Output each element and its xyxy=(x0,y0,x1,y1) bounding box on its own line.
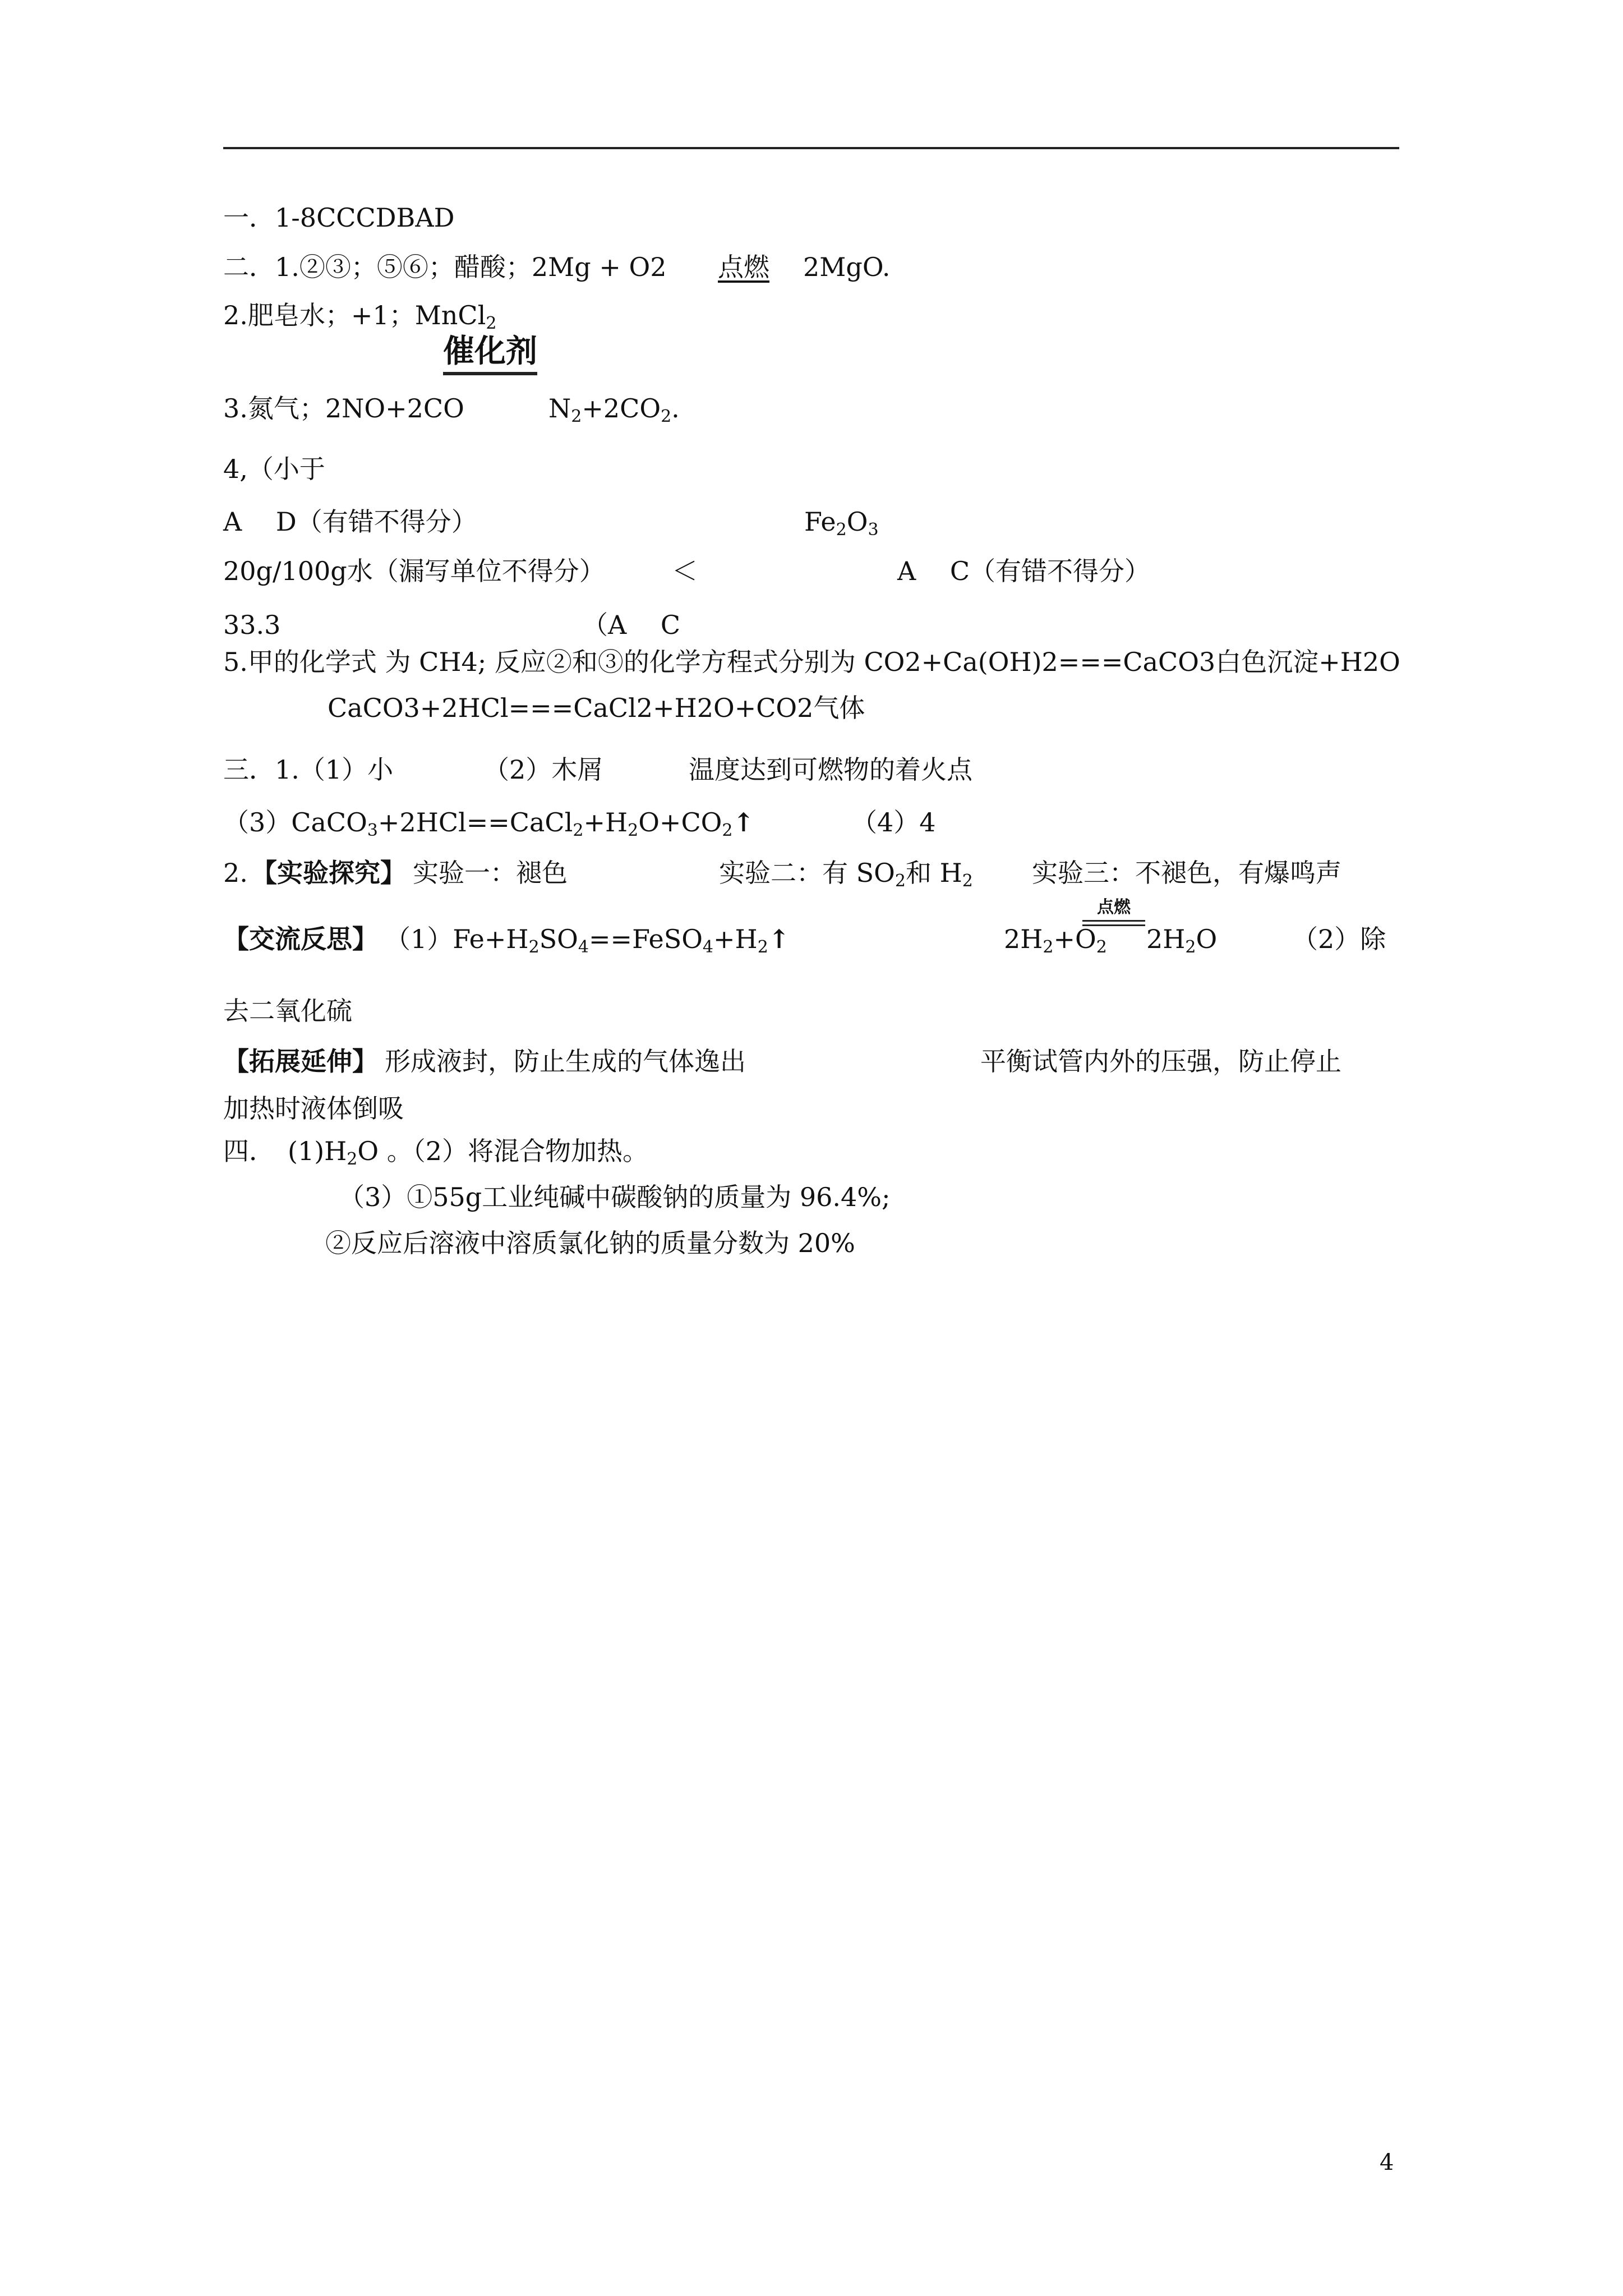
text: O xyxy=(846,507,868,537)
text: ==FeSO xyxy=(588,924,703,954)
section-heading: 【拓展延伸】 xyxy=(223,1046,378,1076)
text: 2H xyxy=(1146,924,1186,954)
answer-line-2-3 xyxy=(223,392,1401,425)
header-rule xyxy=(223,147,1399,149)
text: O+CO xyxy=(638,807,722,838)
answer-line-4-2: （3）①55g工业纯碱中碳酸钠的质量为 96.4%; xyxy=(339,1182,891,1212)
subscript: 2 xyxy=(962,871,973,891)
reaction-condition: 点燃 xyxy=(1097,898,1131,917)
text: 20g/100g水（漏写单位不得分） xyxy=(223,556,605,586)
text: +2HCl==CaCl xyxy=(377,807,573,838)
text: 实验二：有 SO xyxy=(719,858,895,888)
subscript: 2 xyxy=(628,821,639,840)
text: 温度达到可燃物的着火点 xyxy=(689,754,972,785)
text: 形成液封，防止生成的气体逸出 xyxy=(385,1046,746,1076)
answer-line-2-4a xyxy=(223,505,1401,539)
catalyst-label: 催化剂 xyxy=(443,334,537,375)
text: SO xyxy=(539,924,578,954)
text: ＜ xyxy=(672,556,698,586)
answer-line-2-5: 5.甲的化学式 为 CH4; 反应②和③的化学方程式分别为 CO2+Ca(OH)2===CaCO3白色沉淀+H2O xyxy=(223,647,1400,677)
subscript: 3 xyxy=(868,520,879,540)
answer-line-3-1b xyxy=(223,806,1401,839)
text: 二．1.②③；⑤⑥；醋酸；2Mg + O2 xyxy=(223,252,667,282)
page-number: 4 xyxy=(1380,2150,1394,2175)
answer-line-3-2b xyxy=(223,922,1401,956)
up-arrow-icon: ↑ xyxy=(768,924,790,954)
equation-bar xyxy=(1082,920,1145,922)
answer-line-mc: 一．1-8CCCDBAD xyxy=(223,203,455,233)
subscript: 2 xyxy=(347,1149,358,1169)
text: O 。（2）将混合物加热。 xyxy=(357,1136,648,1166)
section-heading: 【交流反思】 xyxy=(223,924,378,954)
answer-line-4-3: ②反应后溶液中溶质氯化钠的质量分数为 20% xyxy=(325,1228,855,1258)
text: 平衡试管内外的压强，防止停止 xyxy=(980,1046,1341,1076)
text: +H xyxy=(583,807,628,838)
text: . xyxy=(671,393,680,424)
answer-line-2-4b xyxy=(223,554,1401,588)
answer-line-2-2 xyxy=(223,298,496,332)
text: （A C xyxy=(582,610,681,640)
text: 2. xyxy=(223,858,248,888)
equation-bar xyxy=(1082,924,1145,926)
subscript: 2 xyxy=(1043,937,1054,957)
text: A D（有错不得分） xyxy=(223,507,477,537)
subscript: 2 xyxy=(571,407,582,426)
text: 实验三：不褪色，有爆鸣声 xyxy=(1032,858,1341,888)
subscript: 2 xyxy=(1185,937,1196,957)
text: （2）除 xyxy=(1292,924,1386,954)
formula xyxy=(804,505,879,539)
formula xyxy=(1146,922,1217,956)
text: 2MgO. xyxy=(803,252,891,282)
text: 2H xyxy=(1004,924,1043,954)
text: +2CO xyxy=(582,393,661,424)
text: （2）木屑 xyxy=(483,754,603,785)
answer-line-3-1 xyxy=(223,753,1401,786)
text: 2.肥皂水；+1；MnCl xyxy=(223,300,486,330)
text: 和 H xyxy=(905,858,962,888)
subscript: 2 xyxy=(722,821,733,840)
text: 实验一：褪色 xyxy=(413,858,568,888)
text: Fe xyxy=(804,507,836,537)
subscript: 2 xyxy=(528,937,540,957)
reaction-condition: 点燃 xyxy=(718,252,769,282)
formula xyxy=(385,922,790,956)
answer-line-2-4c xyxy=(223,608,1401,642)
text: 33.3 xyxy=(223,610,281,640)
text: N xyxy=(548,393,571,424)
text: +H xyxy=(713,924,758,954)
answer-line-3-2e: 加热时液体倒吸 xyxy=(223,1093,404,1124)
text: 四． (1)H xyxy=(223,1136,347,1166)
subscript: 4 xyxy=(578,937,589,957)
answer-line-4-1 xyxy=(223,1134,648,1168)
subscript: 2 xyxy=(486,314,497,333)
answer-line-3-2c: 去二氧化硫 xyxy=(223,996,352,1026)
text: O xyxy=(1196,924,1218,954)
text: 三．1.（1）小 xyxy=(223,754,394,785)
text: +O xyxy=(1053,924,1096,954)
text: （1）Fe+H xyxy=(385,924,529,954)
answer-line-2-5b: CaCO3+2HCl===CaCl2+H2O+CO2气体 xyxy=(328,693,865,723)
answer-line-3-2 xyxy=(223,856,1401,890)
answer-line-2-4: 4,（小于 xyxy=(223,454,325,484)
text: （4）4 xyxy=(851,807,936,838)
answer-line-2-1 xyxy=(223,250,1401,284)
text: 3.氮气；2NO+2CO xyxy=(223,393,464,424)
subscript: 3 xyxy=(367,821,378,840)
formula xyxy=(223,806,754,839)
text xyxy=(719,856,973,890)
subscript: 2 xyxy=(895,871,906,891)
text: （3）CaCO xyxy=(223,807,367,838)
section-heading: 【实验探究】 xyxy=(251,858,406,888)
subscript: 2 xyxy=(661,407,672,426)
subscript: 2 xyxy=(757,937,768,957)
text xyxy=(548,392,680,425)
up-arrow-icon: ↑ xyxy=(732,807,755,838)
subscript: 2 xyxy=(1096,937,1107,957)
text: A C（有错不得分） xyxy=(897,556,1151,586)
answer-line-3-2d xyxy=(223,1045,1401,1078)
subscript: 2 xyxy=(836,520,847,540)
formula xyxy=(1004,922,1107,956)
subscript: 2 xyxy=(573,821,584,840)
subscript: 4 xyxy=(702,937,714,957)
